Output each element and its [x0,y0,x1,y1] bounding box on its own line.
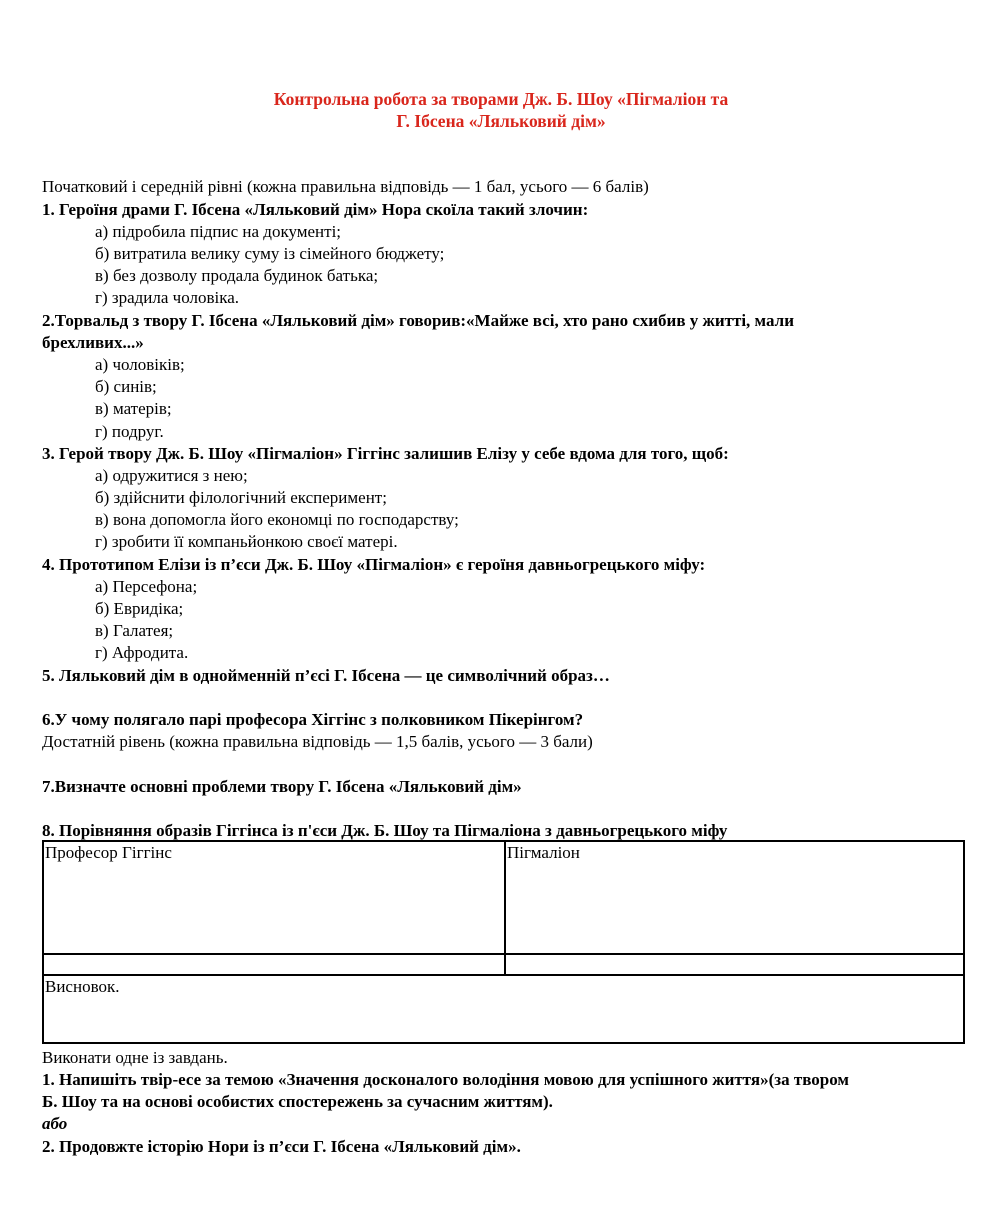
question-4-option-a: а) Персефона; [95,577,198,596]
question-1-option-c: в) без дозволу продала будинок батька; [95,266,379,285]
comparison-table [42,840,965,1044]
table-cell-pygmalion-answer [505,954,964,975]
question-2-option-a: а) чоловіків; [95,355,185,374]
question-3-option-c: в) вона допомогла його економці по господарству; [95,510,459,529]
task-2: 2. Продовжте історію Нори із п’єси Г. Ібсена «Ляльковий дім». [42,1137,521,1156]
question-3-option-a: а) одружитися з нею; [95,466,248,485]
question-2-option-b: б) синів; [95,377,157,396]
question-3: 3. Герой твору Дж. Б. Шоу «Пігмаліон» Гіггінс залишив Елізу у себе вдома для того, щоб: [42,444,729,463]
level-1-header: Початковий і середній рівні (кожна правильна відповідь — 1 бал, усього — 6 балів) [42,177,649,196]
question-3-option-d: г) зробити її компаньйонкою своєї матері. [95,532,398,551]
question-8: 8. Порівняння образів Гіггінса із п'єси Дж. Б. Шоу та Пігмаліона з давньогрецького міфу [42,821,728,840]
title-line-1: Контрольна робота за творами Дж. Б. Шоу «Пігмаліон та [273,89,729,109]
question-1-option-d: г) зрадила чоловіка. [95,288,240,307]
table-conclusion-cell [43,975,964,1043]
question-4-option-c: в) Галатея; [95,621,174,640]
document-title [0,88,990,132]
question-2-option-c: в) матерів; [95,399,172,418]
question-3-option-b: б) здійснити філологічний експеримент; [95,488,387,507]
question-1-option-a: а) підробила підпис на документі; [95,222,342,241]
question-7: 7.Визначте основні проблеми твору Г. Ібсена «Ляльковий дім» [42,777,522,796]
task-instruction: Виконати одне із завдань. [42,1048,228,1067]
question-4: 4. Прототипом Елізи із п’єси Дж. Б. Шоу «Пігмаліон» є героїня давньогрецького міфу: [42,555,706,574]
question-5: 5. Ляльковий дім в однойменній п’єсі Г. Ібсена — це символічний образ… [42,666,610,685]
table-header-pygmalion: Пігмаліон [505,841,964,954]
conclusion-label: Висновок. [45,977,120,996]
level-2-header: Достатній рівень (кожна правильна відповідь — 1,5 балів, усього — 3 бали) [42,732,593,751]
question-1: 1. Героїня драми Г. Ібсена «Ляльковий дім» Нора скоїла такий злочин: [42,200,589,219]
question-2-option-d: г) подруг. [95,422,164,441]
question-6: 6.У чому полягало парі професора Хіггінс з полковником Пікерінгом? [42,710,584,729]
question-1-option-b: б) витратила велику суму із сімейного бюджету; [95,244,445,263]
task-1-line-1: 1. Напишіть твір-есе за темою «Значення досконалого володіння мовою для успішного життя»(за твором [42,1070,849,1089]
table-cell-higgins-answer [43,954,505,975]
title-line-2: Г. Ібсена «Ляльковий дім» [396,111,606,131]
task-1-line-2: Б. Шоу та на основі особистих спостережень за сучасним життям). [42,1092,553,1111]
question-2-line-1: 2.Торвальд з твору Г. Ібсена «Ляльковий дім» говорив:«Майже всі, хто рано схибив у житті, мали [42,311,794,330]
question-4-option-b: б) Евридіка; [95,599,184,618]
table-header-higgins: Професор Гіггінс [43,841,505,954]
question-2-line-2: брехливих...» [42,333,144,352]
question-4-option-d: г) Афродита. [95,643,189,662]
or-label: або [42,1114,68,1133]
